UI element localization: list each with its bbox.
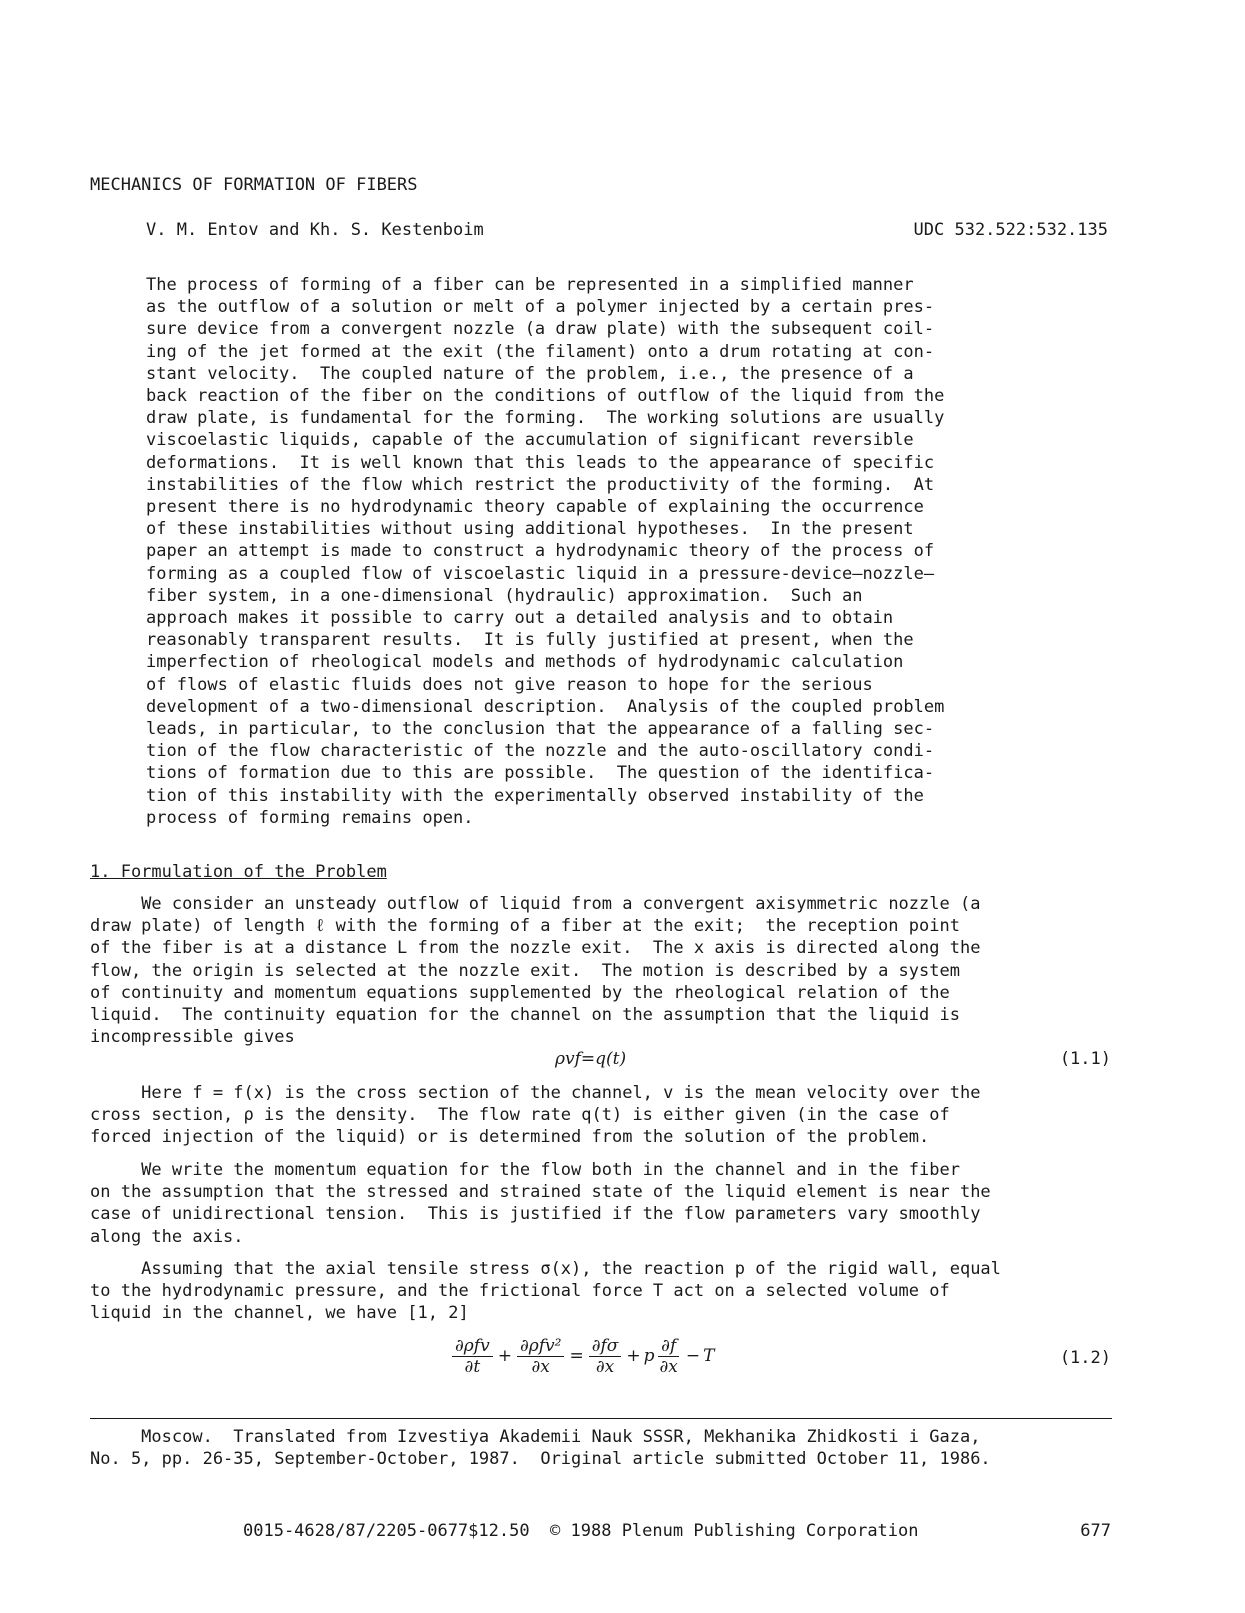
abstract-line: reasonably transparent results. It is fully justified at present, when the	[146, 630, 914, 651]
abstract-line: instabilities of the flow which restrict the productivity of the forming. At	[146, 474, 935, 495]
variable-T: T	[703, 1346, 715, 1367]
paragraph-line: along the axis.	[90, 1226, 244, 1247]
operator: +	[626, 1346, 641, 1367]
paragraph-line: We write the momentum equation for the flow both in the channel and in the fiber	[90, 1160, 960, 1180]
abstract-line: deformations. It is well known that this leads to the appearance of specific	[146, 452, 935, 473]
paragraph-line: of continuity and momentum equations supplemented by the rheological relation of the	[90, 982, 950, 1003]
paragraph-line: on the assumption that the stressed and strained state of the liquid element is near the	[90, 1182, 991, 1203]
operator: +	[497, 1346, 512, 1367]
abstract-line: process of forming remains open.	[146, 807, 474, 828]
equation-number: (1.2)	[1059, 1348, 1111, 1368]
paragraph-assumptions	[90, 1258, 1090, 1325]
udc-code: UDC 532.522:532.135	[913, 220, 1108, 240]
abstract-line: viscoelastic liquids, capable of the accumulation of significant reversible	[146, 430, 914, 451]
denominator: ∂t	[464, 1357, 481, 1377]
paragraph-momentum	[90, 1159, 1090, 1248]
paragraph-line: forced injection of the liquid) or is determined from the solution of the problem.	[90, 1127, 930, 1148]
abstract-line: tions of formation due to this are possible. The question of the identifica-	[146, 763, 935, 784]
numerator: ∂f	[658, 1336, 679, 1357]
abstract-line: of these instabilities without using additional hypotheses. In the present	[146, 519, 914, 540]
abstract-line: present there is no hydrodynamic theory capable of explaining the occurrence	[146, 497, 924, 518]
paragraph-line: Here f = f(x) is the cross section of the channel, v is the mean velocity over the	[90, 1083, 981, 1103]
abstract-line: leads, in particular, to the conclusion that the appearance of a falling sec-	[146, 719, 935, 740]
operator: =	[569, 1346, 584, 1367]
paragraph-line: liquid. The continuity equation for the channel on the assumption that the liquid is	[90, 1005, 960, 1026]
abstract-line: fiber system, in a one-dimensional (hydraulic) approximation. Such an	[146, 585, 863, 606]
equation-1-2	[450, 1336, 715, 1377]
abstract-line: stant velocity. The coupled nature of the problem, i.e., the presence of a	[146, 363, 914, 384]
authors: V. M. Entov and Kh. S. Kestenboim	[146, 220, 484, 240]
operator: −	[685, 1346, 701, 1367]
abstract	[146, 274, 1026, 829]
equation-1-1: ρvf=q(t)	[555, 1049, 627, 1069]
page-number: 677	[1080, 1521, 1111, 1541]
variable-p: p	[643, 1346, 655, 1367]
paragraph-line: case of unidirectional tension. This is justified if the flow parameters vary smoothly	[90, 1204, 981, 1225]
denominator: ∂x	[659, 1357, 678, 1377]
footnote	[90, 1426, 991, 1470]
fraction	[589, 1336, 622, 1377]
abstract-line: tion of this instability with the experimentally observed instability of the	[146, 785, 924, 806]
abstract-line: paper an attempt is made to construct a hydrodynamic theory of the process of	[146, 541, 935, 562]
paragraph-line: cross section, ρ is the density. The flow rate q(t) is either given (in the case of	[90, 1105, 950, 1126]
abstract-line: ing of the jet formed at the exit (the filament) onto a drum rotating at con-	[146, 341, 935, 362]
equation-number: (1.1)	[1059, 1049, 1111, 1069]
numerator: ∂ρfv²	[517, 1336, 565, 1357]
fraction	[452, 1336, 493, 1377]
footnote-divider	[90, 1418, 1112, 1419]
abstract-line: forming as a coupled flow of viscoelastic liquid in a pressure-device—nozzle—	[146, 563, 935, 584]
paragraph-line: to the hydrodynamic pressure, and the frictional force T act on a selected volume of	[90, 1281, 950, 1302]
paragraph-intro	[90, 893, 1090, 1048]
abstract-line: approach makes it possible to carry out a detailed analysis and to obtain	[146, 608, 894, 629]
denominator: ∂x	[595, 1357, 615, 1377]
paragraph-line: incompressible gives	[90, 1027, 295, 1048]
denominator: ∂x	[531, 1357, 550, 1377]
abstract-line: sure device from a convergent nozzle (a draw plate) with the subsequent coil-	[146, 319, 935, 340]
abstract-line: draw plate, is fundamental for the forming. The working solutions are usually	[146, 408, 945, 429]
paragraph-line: Assuming that the axial tensile stress σ(x), the reaction p of the rigid wall, equal	[90, 1259, 1001, 1279]
paragraph-line: liquid in the channel, we have [1, 2]	[90, 1303, 469, 1324]
paragraph-line: of the fiber is at a distance L from the nozzle exit. The x axis is directed along the	[90, 938, 981, 959]
abstract-line: development of a two-dimensional description. Analysis of the coupled problem	[146, 696, 945, 717]
fraction	[517, 1336, 565, 1377]
paragraph-definitions	[90, 1082, 1090, 1149]
abstract-line: tion of the flow characteristic of the nozzle and the auto-oscillatory condi-	[146, 741, 935, 762]
abstract-line: as the outflow of a solution or melt of a polymer injected by a certain pres-	[146, 297, 935, 318]
abstract-line: of flows of elastic fluids does not give reason to hope for the serious	[146, 674, 873, 695]
article-title: MECHANICS OF FORMATION OF FIBERS	[90, 175, 418, 195]
abstract-line: imperfection of rheological models and methods of hydrodynamic calculation	[146, 652, 904, 673]
fraction	[657, 1336, 681, 1377]
paragraph-line: flow, the origin is selected at the nozzle exit. The motion is described by a system	[90, 960, 960, 981]
footnote-line: No. 5, pp. 26-35, September-October, 1987. Original article submitted October 11, 1986.	[90, 1449, 991, 1470]
paragraph-line: We consider an unsteady outflow of liquid from a convergent axisymmetric nozzle (a	[90, 894, 981, 914]
section-heading: 1. Formulation of the Problem	[90, 862, 387, 882]
footnote-line: Moscow. Translated from Izvestiya Akademii Nauk SSSR, Mekhanika Zhidkosti i Gaza,	[90, 1427, 981, 1447]
abstract-line: back reaction of the fiber on the conditions of outflow of the liquid from the	[146, 386, 945, 407]
abstract-line: The process of forming of a fiber can be represented in a simplified manner	[146, 275, 914, 295]
paragraph-line: draw plate) of length ℓ with the forming of a fiber at the exit; the reception point	[90, 916, 960, 937]
numerator: ∂ρfv	[452, 1336, 493, 1357]
copyright-line: 0015-4628/87/2205-0677$12.50 © 1988 Plenum Publishing Corporation	[243, 1521, 919, 1541]
numerator: ∂fσ	[589, 1336, 622, 1357]
